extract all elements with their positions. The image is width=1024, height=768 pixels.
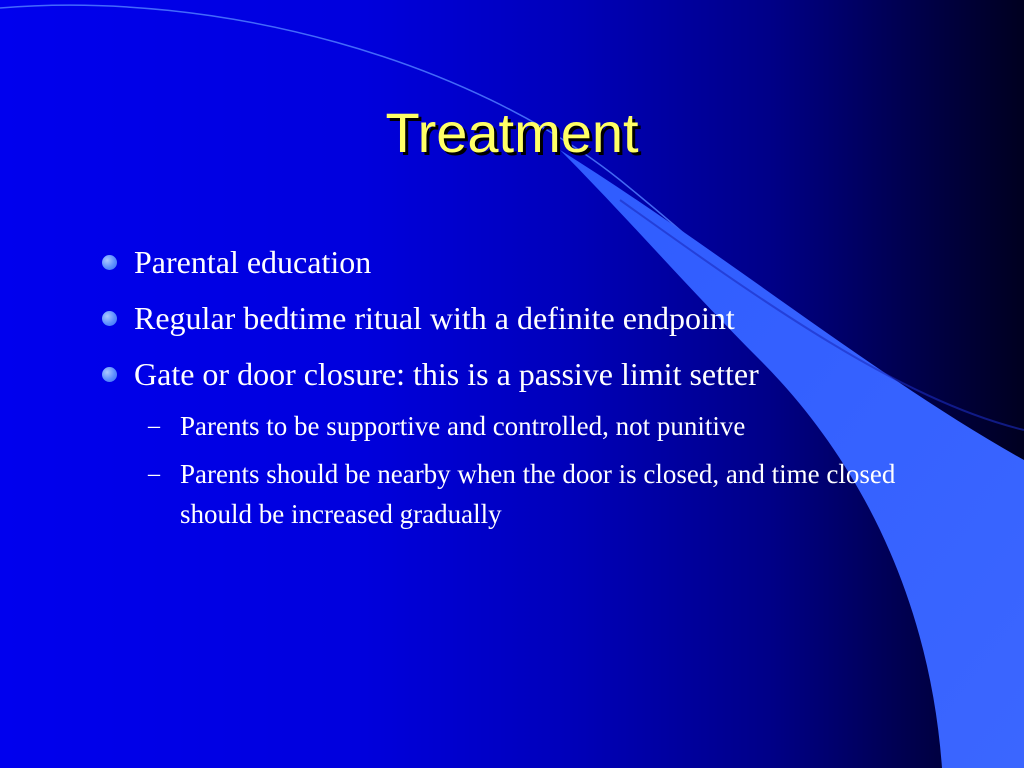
sub-bullet-item [96, 454, 936, 534]
bullet-dot-icon [102, 311, 117, 326]
bullet-text: Parental education [134, 244, 372, 280]
bullet-dot-icon [102, 255, 117, 270]
slide-title: Treatment [385, 101, 639, 164]
bullet-list [96, 238, 936, 542]
bullet-dot-icon [102, 367, 117, 382]
bullet-text: Gate or door closure: this is a passive limit setter [134, 356, 759, 392]
dash-icon: – [148, 413, 160, 439]
sub-bullet-text: Parents to be supportive and controlled, not punitive [180, 411, 746, 441]
bullet-item [96, 294, 936, 342]
sub-bullet-text: Parents should be nearby when the door is closed, and time closed should be increased gradually [180, 459, 896, 529]
dash-icon: – [148, 461, 160, 487]
bullet-item [96, 350, 936, 398]
sub-bullet-item [96, 406, 936, 446]
bullet-text: Regular bedtime ritual with a definite endpoint [134, 300, 735, 336]
bullet-item [96, 238, 936, 286]
